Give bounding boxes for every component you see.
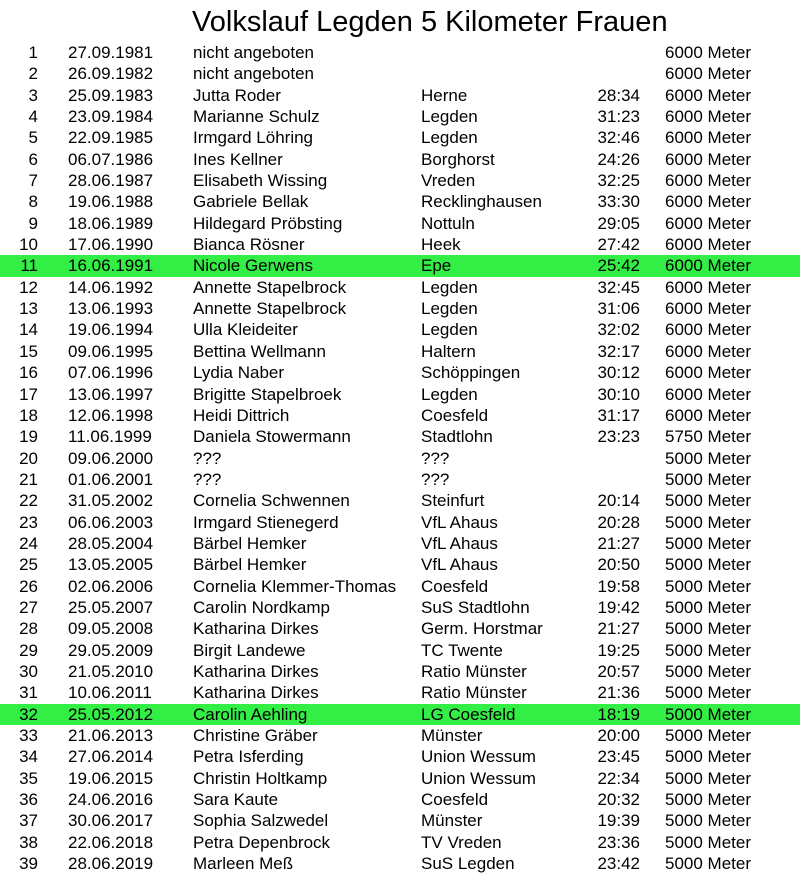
race-distance: 5000 Meter [665,747,751,767]
row-number: 29 [19,640,38,660]
winner-name: Annette Stapelbrock [193,277,347,297]
finish-time: 21:27 [597,533,640,553]
finish-time: 20:14 [597,491,640,511]
row-number: 21 [19,469,38,489]
winner-club: Legden [421,384,478,404]
winner-name: ??? [193,448,222,468]
race-date: 10.06.2011 [68,683,152,703]
winner-club: Epe [421,256,452,276]
winner-club: Nottuln [421,213,475,233]
winner-club: ??? [421,448,450,468]
race-distance: 5000 Meter [665,704,751,724]
race-date: 25.09.1983 [68,85,154,105]
race-date: 09.06.2000 [68,448,154,468]
winner-club: Legden [421,128,478,148]
race-distance: 6000 Meter [665,256,751,276]
finish-time: 28:34 [597,85,640,105]
finish-time: 31:17 [597,405,640,425]
winner-name: Christine Gräber [193,726,318,745]
row-number: 6 [28,149,38,169]
winner-club: ??? [421,469,450,489]
winner-club: Münster [421,726,483,745]
table-row [0,853,800,874]
winner-club: TV Vreden [421,832,502,852]
race-date: 07.06.1996 [68,363,154,383]
race-distance: 5000 Meter [665,768,751,788]
table-row-highlighted [0,255,800,276]
race-distance: 6000 Meter [665,213,751,233]
winner-club: Borghorst [421,149,495,169]
race-distance: 6000 Meter [665,299,751,319]
winner-name: nicht angeboten [193,43,314,62]
race-date: 27.06.2014 [68,747,154,767]
winner-name: Birgit Landewe [193,640,306,660]
winner-club: Coesfeld [421,576,489,596]
winner-club: Schöppingen [421,363,521,383]
winner-name: ??? [193,469,222,489]
race-date: 19.06.1994 [68,320,154,340]
winner-name: Petra Isferding [193,747,304,767]
finish-time: 25:42 [597,256,640,276]
finish-time: 24:26 [597,149,640,169]
winner-club: Heek [421,235,461,255]
race-date: 01.06.2001 [68,469,154,489]
winner-name: Katharina Dirkes [193,661,319,681]
table-row [0,512,800,533]
row-number: 22 [19,491,38,511]
table-row [0,768,800,789]
race-date: 24.06.2016 [68,790,154,810]
finish-time: 23:42 [597,854,640,874]
table-row [0,554,800,575]
table-row [0,682,800,703]
finish-time: 19:25 [597,640,640,660]
race-distance: 5000 Meter [665,533,751,553]
row-number: 25 [19,555,38,575]
race-date: 06.07.1986 [68,149,154,169]
winner-club: Legden [421,299,478,319]
row-number: 28 [19,619,38,639]
winner-name: Annette Stapelbrock [193,299,347,319]
finish-time: 19:58 [597,576,640,596]
row-number: 16 [19,363,38,383]
row-number: 39 [19,854,38,874]
race-date: 23.09.1984 [68,107,154,127]
race-distance: 5000 Meter [665,555,751,575]
table-row [0,597,800,618]
finish-time: 30:12 [597,363,640,383]
winner-name: Brigitte Stapelbroek [193,384,342,404]
race-distance: 5000 Meter [665,790,751,810]
row-number: 24 [19,533,38,553]
row-number: 5 [28,128,38,148]
row-number: 26 [19,576,38,596]
race-distance: 5750 Meter [665,427,751,447]
winner-club: Legden [421,107,478,127]
winner-name: Petra Depenbrock [193,832,331,852]
winner-name: Heidi Dittrich [193,405,290,425]
row-number: 37 [19,811,38,831]
race-date: 18.06.1989 [68,213,154,233]
race-date: 22.06.2018 [68,832,154,852]
row-number: 31 [19,683,38,703]
table-row [0,405,800,426]
row-number: 15 [19,341,38,361]
row-number: 11 [20,256,38,276]
race-distance: 6000 Meter [665,341,751,361]
finish-time: 32:17 [597,341,640,361]
finish-time: 23:36 [597,832,640,852]
table-row [0,490,800,511]
race-distance: 5000 Meter [665,811,751,831]
table-row [0,789,800,810]
winner-club: Legden [421,320,478,340]
row-number: 9 [28,213,38,233]
table-row [0,533,800,554]
race-date: 28.06.2019 [68,854,154,874]
race-date: 28.05.2004 [68,533,154,553]
winner-name: Bärbel Hemker [193,533,307,553]
race-distance: 6000 Meter [665,85,751,105]
winner-name: Elisabeth Wissing [193,171,328,191]
finish-time: 30:10 [597,384,640,404]
winner-name: Ines Kellner [193,149,283,169]
winner-name: Carolin Nordkamp [193,597,330,617]
table-row [0,640,800,661]
winner-club: Haltern [421,341,476,361]
race-distance: 5000 Meter [665,683,751,703]
race-date: 13.06.1993 [68,299,154,319]
race-distance: 5000 Meter [665,448,751,468]
table-row [0,426,800,447]
race-distance: 6000 Meter [665,107,751,127]
page-title: Volkslauf Legden 5 Kilometer Frauen [192,6,668,38]
race-distance: 5000 Meter [665,597,751,617]
table-row [0,234,800,255]
winner-name: Irmgard Stienegerd [193,512,339,532]
winner-club: Union Wessum [421,768,536,788]
row-number: 38 [19,832,38,852]
winner-name: Irmgard Löhring [193,128,314,148]
winner-club: VfL Ahaus [421,533,498,553]
race-distance: 6000 Meter [665,405,751,425]
race-distance: 5000 Meter [665,491,751,511]
winner-name: Lydia Naber [193,363,285,383]
race-distance: 5000 Meter [665,832,751,852]
row-number: 32 [19,704,38,724]
winner-club: Germ. Horstmar [421,619,543,639]
winner-name: Daniela Stowermann [193,427,351,447]
table-row [0,277,800,298]
winner-name: Cornelia Klemmer-Thomas [193,576,397,596]
table-row [0,746,800,767]
row-number: 20 [19,448,38,468]
race-distance: 6000 Meter [665,384,751,404]
table-row [0,170,800,191]
winner-name: Hildegard Pröbsting [193,213,343,233]
table-row [0,341,800,362]
race-date: 09.05.2008 [68,619,154,639]
race-date: 26.09.1982 [68,64,154,84]
row-number: 12 [19,277,38,297]
table-row [0,362,800,383]
race-date: 27.09.1981 [68,43,154,62]
race-distance: 6000 Meter [665,277,751,297]
finish-time: 18:19 [597,704,640,724]
row-number: 34 [19,747,38,767]
race-distance: 5000 Meter [665,640,751,660]
table-row [0,810,800,831]
table-row [0,191,800,212]
row-number: 10 [19,235,38,255]
race-distance: 5000 Meter [665,854,751,874]
finish-time: 20:32 [597,790,640,810]
finish-time: 21:36 [597,683,640,703]
winner-club: SuS Legden [421,854,515,874]
race-distance: 5000 Meter [665,576,751,596]
winner-name: Bettina Wellmann [193,341,326,361]
winner-club: Ratio Münster [421,683,527,703]
table-row [0,618,800,639]
row-number: 19 [19,427,38,447]
table-row [0,384,800,405]
table-row [0,319,800,340]
winner-club: Münster [421,811,483,831]
winner-name: Bärbel Hemker [193,555,307,575]
race-date: 17.06.1990 [68,235,154,255]
winner-name: Carolin Aehling [193,704,308,724]
winner-club: Coesfeld [421,405,489,425]
table-row [0,42,800,63]
winner-club: Stadtlohn [421,427,493,447]
row-number: 18 [19,405,38,425]
winner-name: Nicole Gerwens [193,256,313,276]
winner-name: nicht angeboten [193,64,314,84]
winner-name: Katharina Dirkes [193,683,319,703]
race-date: 16.06.1991 [68,256,154,276]
race-distance: 5000 Meter [665,619,751,639]
race-date: 30.06.2017 [68,811,154,831]
finish-time: 32:45 [597,277,640,297]
race-distance: 6000 Meter [665,171,751,191]
row-number: 36 [19,790,38,810]
winner-name: Marleen Meß [193,854,294,874]
table-row [0,127,800,148]
finish-time: 23:23 [597,427,640,447]
winner-club: Ratio Münster [421,661,527,681]
finish-time: 20:50 [597,555,640,575]
table-row [0,106,800,127]
row-number: 13 [19,299,38,319]
race-distance: 5000 Meter [665,726,751,745]
row-number: 35 [19,768,38,788]
race-date: 14.06.1992 [68,277,154,297]
row-number: 30 [19,661,38,681]
winner-club: SuS Stadtlohn [421,597,530,617]
race-date: 21.05.2010 [68,661,154,681]
table-row [0,725,800,746]
winner-club: Steinfurt [421,491,485,511]
table-row [0,469,800,490]
winner-name: Katharina Dirkes [193,619,319,639]
race-distance: 6000 Meter [665,192,751,212]
table-row-highlighted [0,704,800,725]
race-distance: 6000 Meter [665,235,751,255]
row-number: 7 [28,171,38,191]
race-date: 02.06.2006 [68,576,154,596]
finish-time: 19:42 [597,597,640,617]
race-date: 13.05.2005 [68,555,154,575]
winner-club: Coesfeld [421,790,489,810]
winner-club: Union Wessum [421,747,536,767]
winner-name: Ulla Kleideiter [193,320,298,340]
race-date: 25.05.2007 [68,597,154,617]
race-date: 19.06.1988 [68,192,154,212]
row-number: 8 [28,192,38,212]
winner-name: Marianne Schulz [193,107,320,127]
winner-name: Sara Kaute [193,790,279,810]
race-distance: 6000 Meter [665,320,751,340]
winner-club: TC Twente [421,640,503,660]
row-number: 2 [28,64,38,84]
finish-time: 32:25 [597,171,640,191]
table-row [0,298,800,319]
table-row [0,63,800,84]
winner-name: Cornelia Schwennen [193,491,350,511]
race-distance: 6000 Meter [665,149,751,169]
results-table [0,42,800,874]
winner-club: LG Coesfeld [421,704,516,724]
finish-time: 23:45 [597,747,640,767]
row-number: 33 [19,726,38,745]
row-number: 17 [19,384,38,404]
race-date: 28.06.1987 [68,171,154,191]
winner-name: Christin Holtkamp [193,768,328,788]
finish-time: 19:39 [597,811,640,831]
table-row [0,213,800,234]
race-date: 11.06.1999 [68,427,152,447]
row-number: 14 [19,320,38,340]
winner-name: Bianca Rösner [193,235,305,255]
race-distance: 5000 Meter [665,661,751,681]
race-date: 12.06.1998 [68,405,154,425]
winner-name: Jutta Roder [193,85,281,105]
finish-time: 20:28 [597,512,640,532]
finish-time: 20:00 [597,726,640,745]
winner-club: Vreden [421,171,476,191]
table-row [0,832,800,853]
race-distance: 6000 Meter [665,128,751,148]
table-row [0,85,800,106]
finish-time: 31:23 [597,107,640,127]
finish-time: 29:05 [597,213,640,233]
finish-time: 31:06 [597,299,640,319]
finish-time: 32:46 [597,128,640,148]
winner-name: Gabriele Bellak [193,192,309,212]
finish-time: 27:42 [597,235,640,255]
table-row [0,576,800,597]
finish-time: 33:30 [597,192,640,212]
winner-club: VfL Ahaus [421,555,498,575]
row-number: 23 [19,512,38,532]
row-number: 27 [19,597,38,617]
row-number: 3 [28,85,38,105]
winner-club: Herne [421,85,468,105]
table-row [0,149,800,170]
finish-time: 20:57 [597,661,640,681]
winner-club: Legden [421,277,478,297]
finish-time: 32:02 [597,320,640,340]
finish-time: 21:27 [597,619,640,639]
winner-name: Sophia Salzwedel [193,811,329,831]
race-date: 19.06.2015 [68,768,154,788]
winner-club: Recklinghausen [421,192,542,212]
race-date: 22.09.1985 [68,128,154,148]
table-row [0,448,800,469]
race-distance: 5000 Meter [665,469,751,489]
race-date: 25.05.2012 [68,704,154,724]
race-distance: 6000 Meter [665,43,751,62]
finish-time: 22:34 [597,768,640,788]
race-date: 21.06.2013 [68,726,154,745]
race-date: 29.05.2009 [68,640,154,660]
race-date: 06.06.2003 [68,512,154,532]
row-number: 4 [28,107,38,127]
winner-club: VfL Ahaus [421,512,498,532]
race-date: 09.06.1995 [68,341,154,361]
row-number: 1 [28,43,38,62]
race-date: 13.06.1997 [68,384,154,404]
race-distance: 6000 Meter [665,363,751,383]
table-row [0,661,800,682]
race-distance: 6000 Meter [665,64,751,84]
race-date: 31.05.2002 [68,491,154,511]
race-distance: 5000 Meter [665,512,751,532]
